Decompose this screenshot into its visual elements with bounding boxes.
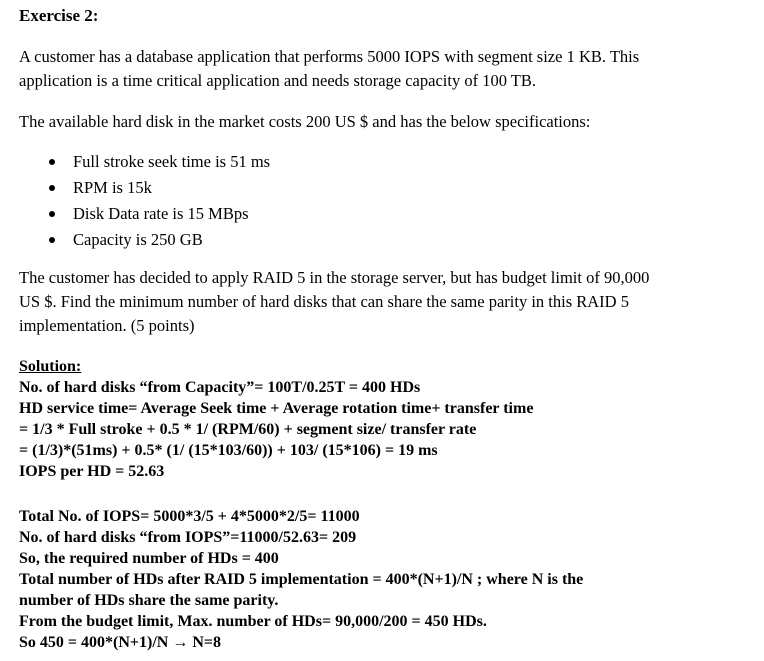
solution-line: So 450 = 400*(N+1)/N → N=8 xyxy=(19,634,222,651)
problem-paragraph-question xyxy=(19,266,649,338)
bullet-icon xyxy=(49,185,55,191)
spec-text: Capacity is 250 GB xyxy=(73,230,203,249)
solution-line: So, the required number of HDs = 400 xyxy=(19,550,279,567)
solution-line: number of HDs share the same parity. xyxy=(19,592,279,609)
solution-line: Total No. of IOPS= 5000*3/5 + 4*5000*2/5= 11000 xyxy=(19,508,360,525)
paragraph-line: A customer has a database application that performs 5000 IOPS with segment size 1 KB. This xyxy=(19,47,640,66)
problem-paragraph-requirements xyxy=(19,45,639,93)
spec-text: Full stroke seek time is 51 ms xyxy=(73,152,271,171)
paragraph-line: US $. Find the minimum number of hard disks that can share the same parity in this RAID 5 xyxy=(19,292,629,311)
paragraph-line: implementation. (5 points) xyxy=(19,316,195,335)
spec-item xyxy=(45,149,270,175)
disk-specs-list xyxy=(45,149,270,253)
solution-line: No. of hard disks “from Capacity”= 100T/0.25T = 400 HDs xyxy=(19,379,421,396)
spec-text: RPM is 15k xyxy=(73,178,152,197)
spec-text: Disk Data rate is 15 MBps xyxy=(73,204,249,223)
paragraph-line: application is a time critical application and needs storage capacity of 100 TB. xyxy=(19,71,536,90)
problem-paragraph-disk-intro: The available hard disk in the market costs 200 US $ and has the below specifications: xyxy=(19,112,591,131)
paragraph-line: The customer has decided to apply RAID 5 in the storage server, but has budget limit of 90,000 xyxy=(19,268,650,287)
bullet-icon xyxy=(49,211,55,217)
bullet-icon xyxy=(49,237,55,243)
spec-item xyxy=(45,201,270,227)
solution-line: From the budget limit, Max. number of HDs= 90,000/200 = 450 HDs. xyxy=(19,613,487,630)
solution-line: No. of hard disks “from IOPS”=11000/52.63= 209 xyxy=(19,529,357,546)
solution-line: IOPS per HD = 52.63 xyxy=(19,463,165,480)
solution-line: Total number of HDs after RAID 5 implementation = 400*(N+1)/N ; where N is the xyxy=(19,571,584,588)
exercise-title: Exercise 2: xyxy=(19,6,99,25)
solution-block-2 xyxy=(19,506,583,653)
spec-item xyxy=(45,227,270,253)
solution-line: HD service time= Average Seek time + Average rotation time+ transfer time xyxy=(19,400,534,417)
solution-line: = 1/3 * Full stroke + 0.5 * 1/ (RPM/60) + segment size/ transfer rate xyxy=(19,421,477,438)
spec-item xyxy=(45,175,270,201)
solution-line: = (1/3)*(51ms) + 0.5* (1/ (15*103/60)) + 103/ (15*106) = 19 ms xyxy=(19,442,438,459)
solution-heading: Solution: xyxy=(19,358,82,375)
solution-block-1 xyxy=(19,356,533,482)
bullet-icon xyxy=(49,159,55,165)
